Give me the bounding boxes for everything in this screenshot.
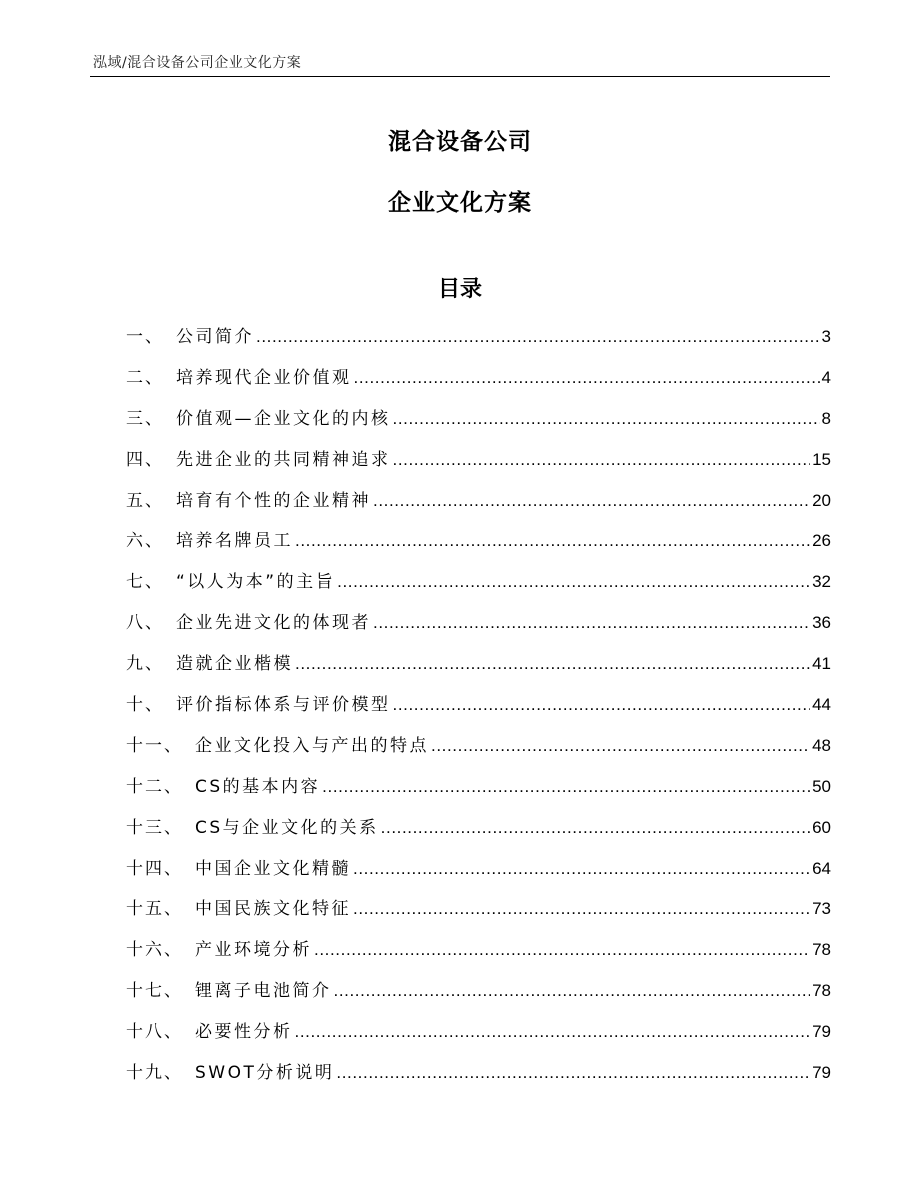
toc-dot-leader	[393, 445, 811, 475]
toc-entry-number: 五、	[126, 490, 164, 511]
toc-dot-leader	[256, 322, 820, 352]
toc-entry-page: 79	[812, 1063, 831, 1083]
toc-dot-leader	[336, 1058, 810, 1088]
toc-dot-leader	[381, 813, 810, 843]
toc-entry-page: 79	[812, 1022, 831, 1042]
toc-entry-page: 32	[812, 572, 831, 592]
toc-entry-page: 64	[812, 858, 831, 878]
toc-entry-number: 二、	[126, 367, 164, 388]
toc-dot-leader	[334, 976, 811, 1006]
toc-entry-page: 60	[812, 817, 831, 837]
toc-entry[interactable]	[126, 813, 831, 854]
toc-entry-label: 产业环境分析	[195, 940, 312, 961]
toc-entry-page: 20	[812, 490, 831, 510]
toc-entry-label: 培育有个性的企业精神	[176, 490, 371, 511]
toc-entry-label: 中国民族文化特征	[195, 899, 351, 920]
toc-entry-label: CS的基本内容	[195, 776, 321, 797]
document-subtitle: 企业文化方案	[388, 190, 532, 216]
toc-entry[interactable]	[126, 731, 831, 772]
toc-entry-number: 七、	[126, 572, 164, 593]
toc-entry-page: 3	[821, 327, 831, 346]
toc-entry-page: 26	[812, 531, 831, 551]
toc-entry-label: 培养现代企业价值观	[176, 367, 352, 388]
toc-entry[interactable]	[126, 445, 831, 486]
toc-entry-number: 十七、	[126, 981, 183, 1002]
toc-entry-label: 造就企业楷模	[176, 654, 293, 675]
toc-entry-page: 8	[821, 408, 831, 428]
toc-entry-number: 十六、	[126, 940, 183, 961]
toc-entry-number: 九、	[126, 654, 164, 675]
toc-entry[interactable]	[126, 404, 831, 445]
toc-dot-leader	[353, 854, 810, 884]
toc-entry[interactable]	[126, 322, 831, 363]
toc-entry-label: 价值观—企业文化的内核	[176, 408, 391, 429]
toc-entry-number: 十五、	[126, 899, 183, 920]
running-header: 泓域/混合设备公司企业文化方案	[93, 55, 302, 71]
toc-dot-leader	[337, 567, 810, 597]
toc-entry[interactable]	[126, 854, 831, 895]
toc-dot-leader	[295, 649, 810, 679]
toc-entry-number: 十二、	[126, 776, 183, 797]
toc-dot-leader	[373, 486, 810, 516]
toc-dot-leader	[295, 1017, 811, 1047]
toc-entry-number: 四、	[126, 449, 164, 470]
toc-heading: 目录	[437, 277, 482, 302]
toc-entry-label: “以人为本”的主旨	[176, 572, 336, 593]
toc-entry[interactable]	[126, 1058, 831, 1099]
toc-entry[interactable]	[126, 608, 831, 649]
toc-entry-label: SWOT分析说明	[195, 1063, 335, 1084]
toc-dot-leader	[295, 526, 810, 556]
toc-entry-label: CS与企业文化的关系	[195, 817, 379, 838]
toc-entry-number: 六、	[126, 531, 164, 552]
toc-entry[interactable]	[126, 567, 831, 608]
toc-entry[interactable]	[126, 894, 831, 935]
toc-dot-leader	[353, 894, 810, 924]
toc-entry-label: 锂离子电池简介	[195, 981, 332, 1002]
table-of-contents	[126, 322, 831, 1099]
toc-entry-number: 十八、	[126, 1022, 183, 1043]
toc-entry-page: 73	[812, 899, 831, 919]
toc-entry-number: 十四、	[126, 858, 183, 879]
document-title: 混合设备公司	[388, 129, 532, 155]
toc-entry[interactable]	[126, 486, 831, 527]
header-divider	[90, 76, 830, 77]
toc-entry-label: 评价指标体系与评价模型	[176, 695, 391, 716]
toc-entry-label: 培养名牌员工	[176, 531, 293, 552]
toc-entry-label: 企业先进文化的体现者	[176, 613, 371, 634]
toc-entry[interactable]	[126, 526, 831, 567]
toc-entry-page: 15	[812, 449, 831, 469]
toc-entry-page: 36	[812, 613, 831, 633]
toc-entry[interactable]	[126, 649, 831, 690]
toc-entry-number: 一、	[126, 327, 164, 347]
toc-dot-leader	[322, 772, 810, 802]
toc-entry-number: 十三、	[126, 817, 183, 838]
toc-entry-page: 78	[812, 940, 831, 960]
toc-entry-number: 三、	[126, 408, 164, 429]
toc-entry[interactable]	[126, 772, 831, 813]
toc-entry-page: 78	[812, 981, 831, 1001]
toc-entry[interactable]	[126, 690, 831, 731]
toc-entry-page: 44	[812, 695, 831, 715]
toc-entry-label: 企业文化投入与产出的特点	[195, 735, 429, 756]
toc-dot-leader	[431, 731, 810, 761]
toc-entry[interactable]	[126, 363, 831, 404]
toc-entry-label: 先进企业的共同精神追求	[176, 449, 391, 470]
toc-dot-leader	[393, 690, 811, 720]
toc-entry[interactable]	[126, 976, 831, 1017]
toc-entry[interactable]	[126, 1017, 831, 1058]
toc-dot-leader	[314, 935, 810, 965]
toc-dot-leader	[373, 608, 810, 638]
toc-entry-number: 八、	[126, 613, 164, 634]
toc-entry-page: 4	[821, 367, 831, 387]
toc-entry-number: 十、	[126, 695, 164, 716]
toc-entry-page: 41	[812, 654, 831, 674]
toc-entry-page: 48	[812, 735, 831, 755]
toc-entry-number: 十一、	[126, 735, 183, 756]
toc-entry-label: 公司简介	[176, 327, 254, 347]
toc-entry-label: 必要性分析	[195, 1022, 293, 1043]
toc-entry-number: 十九、	[126, 1063, 183, 1084]
toc-entry[interactable]	[126, 935, 831, 976]
toc-dot-leader	[354, 363, 820, 393]
toc-entry-page: 50	[812, 776, 831, 796]
toc-dot-leader	[393, 404, 820, 434]
toc-entry-label: 中国企业文化精髓	[195, 858, 351, 879]
